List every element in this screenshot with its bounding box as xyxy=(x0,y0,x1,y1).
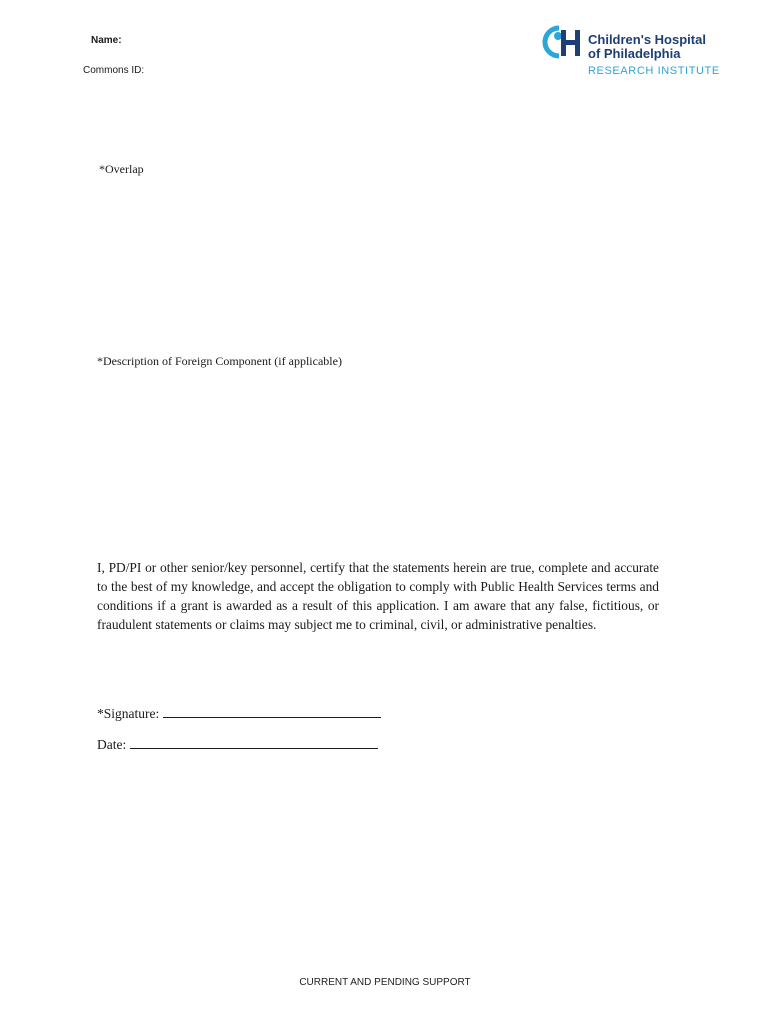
commons-id-label: Commons ID: xyxy=(83,65,145,76)
date-row xyxy=(97,734,378,753)
foreign-component-label: *Description of Foreign Component (if applicable) xyxy=(97,354,342,368)
page-footer: CURRENT AND PENDING SUPPORT xyxy=(299,977,471,988)
date-label: Date: xyxy=(97,737,127,752)
chop-logo xyxy=(541,24,721,80)
logo-text-line1: Children's Hospital xyxy=(588,32,706,47)
name-label: Name: xyxy=(91,35,122,46)
signature-field[interactable] xyxy=(163,703,381,718)
logo-text-line3: RESEARCH INSTITUTE xyxy=(588,65,720,77)
signature-label: *Signature: xyxy=(97,706,160,721)
signature-row xyxy=(97,703,381,722)
logo-text-line2: of Philadelphia xyxy=(588,46,681,61)
certification-statement: I, PD/PI or other senior/key personnel, certify that the statements herein are true, complete and accurate to the best of my knowledge, and accept the obligation to comply with Public Health Services terms and conditions if a grant is awarded as a result of this application. I am aware that any false, fictitious, or fraudulent statements or claims may subject me to criminal, civil, or administrative penalties. xyxy=(97,560,659,632)
chop-logo-mark-icon xyxy=(541,24,585,60)
overlap-label: *Overlap xyxy=(99,162,144,176)
date-field[interactable] xyxy=(130,734,378,749)
